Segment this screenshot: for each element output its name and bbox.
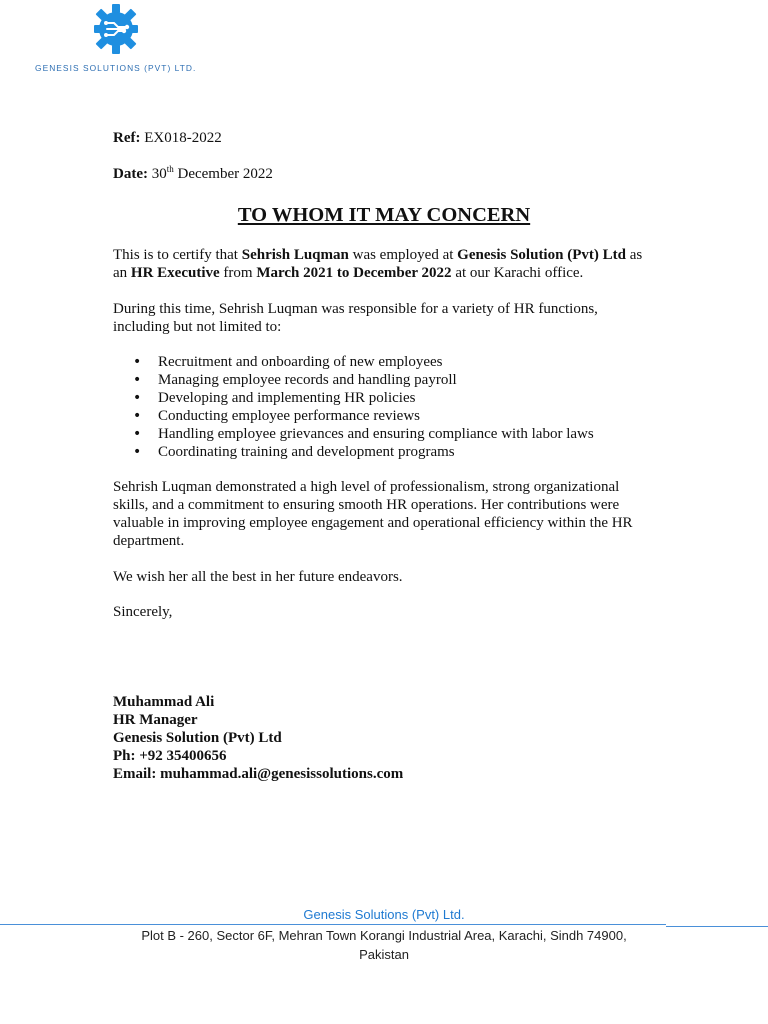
employee-role: HR Executive (130, 265, 220, 281)
employee-name: Sehrish Luqman (241, 247, 349, 263)
signatory-name: Muhammad Ali (113, 694, 215, 710)
list-item: • Coordinating training and development programs (113, 443, 594, 461)
letter-heading: TO WHOM IT MAY CONCERN (237, 204, 531, 226)
employment-period: March 2021 to December 2022 (256, 265, 452, 281)
summary-paragraph: Sehrish Luqman demonstrated a high level of professionalism, strong organizational skills, and a commitment to ensuring smooth HR operations. Her contributions were valuable in improving employee engagement and operational efficiency within the HR department. (113, 479, 633, 549)
logo-wordmark: GENESIS SOLUTIONS (PVT) LTD. (35, 63, 197, 73)
company-logo (30, 2, 205, 74)
signature-block (113, 693, 403, 783)
gear-circuit-icon (90, 2, 142, 56)
intro-text: as an (113, 247, 643, 281)
list-item: • Handling employee grievances and ensuring compliance with labor laws (113, 425, 594, 443)
list-item: • Recruitment and onboarding of new employees (113, 353, 594, 371)
ref-label: Ref: (113, 130, 141, 146)
closing: Sincerely, (113, 604, 173, 620)
intro-text: was employed at (348, 247, 458, 263)
list-item: • Conducting employee performance reviews (113, 407, 594, 425)
footer-company: Genesis Solutions (Pvt) Ltd. (303, 907, 465, 922)
responsibilities-list (113, 353, 594, 461)
footer-address: Plot B - 260, Sector 6F, Mehran Town Korangi Industrial Area, Karachi, Sindh 74900, Pakistan (141, 928, 627, 962)
date-day-suffix: th (166, 164, 174, 174)
date-label: Date: (113, 166, 148, 182)
date-day: 30 (151, 166, 167, 182)
company-name: Genesis Solution (Pvt) Ltd (457, 247, 626, 263)
reference-line (113, 129, 222, 147)
date-line (113, 165, 273, 183)
intro-text: at our Karachi office. (451, 265, 584, 281)
footer-divider (666, 926, 768, 927)
signatory-company: Genesis Solution (Pvt) Ltd (113, 730, 282, 746)
signatory-email: Email: muhammad.ali@genesissolutions.com (113, 766, 404, 782)
footer-divider (0, 924, 666, 925)
wishes-paragraph: We wish her all the best in her future endeavors. (113, 569, 403, 585)
intro-text: from (219, 265, 257, 281)
intro-paragraph (113, 246, 658, 282)
date-month-year: December 2022 (177, 166, 273, 182)
responsibilities-intro: During this time, Sehrish Luqman was responsible for a variety of HR functions, including but not limited to: (113, 301, 598, 335)
signatory-phone: Ph: +92 35400656 (113, 748, 227, 764)
signatory-title: HR Manager (113, 712, 198, 728)
list-item: • Developing and implementing HR policies (113, 389, 594, 407)
list-item: • Managing employee records and handling payroll (113, 371, 594, 389)
intro-text: This is to certify that (113, 247, 242, 263)
ref-value: EX018-2022 (144, 130, 222, 146)
